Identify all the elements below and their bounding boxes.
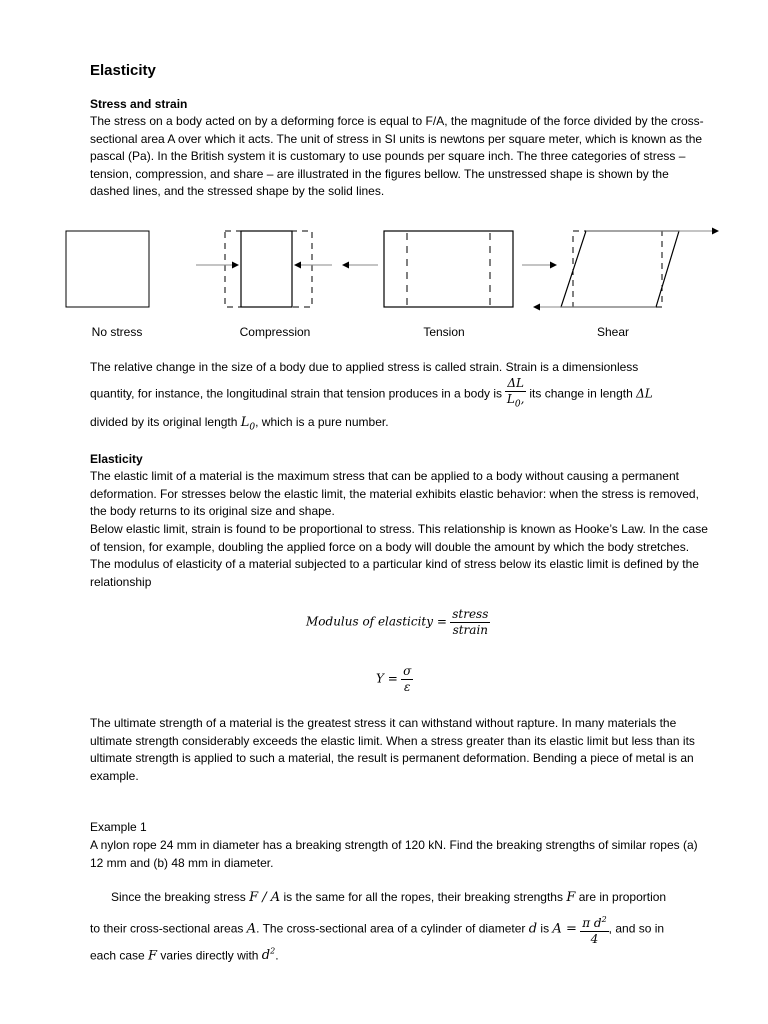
formula-modulus-fraction: [450, 607, 490, 638]
sol2-text-b: . The cross-sectional area of a cylinder of diameter: [256, 921, 526, 936]
strain-den-sub: 0: [514, 399, 521, 410]
formula-young-lhs: Y =: [376, 671, 398, 686]
label-shear: Shear: [596, 325, 630, 339]
label-tension: Tension: [423, 325, 465, 339]
sol3-text-a: each case: [90, 948, 145, 963]
compression-figure: [196, 231, 332, 307]
delta-l: ΔL: [636, 386, 653, 401]
sol3-end: .: [275, 948, 279, 963]
stress-figures: [0, 0, 768, 340]
area-fraction: [580, 912, 608, 947]
sol3-d: d: [261, 948, 271, 964]
area-den: 4: [590, 932, 599, 946]
no-stress-square: [66, 231, 149, 307]
label-no-stress: No stress: [91, 325, 143, 339]
formula-modulus-den: strain: [452, 623, 489, 637]
shear-figure: [534, 231, 718, 307]
page-title: Elasticity: [90, 62, 156, 79]
solution-line-2: [90, 912, 664, 947]
section-heading-elasticity: Elasticity: [90, 452, 143, 466]
l0-l: L: [240, 415, 250, 430]
label-compression: Compression: [239, 325, 311, 339]
formula-young-fraction: [401, 664, 413, 695]
area-num: [580, 912, 608, 932]
sol1-f-over-a: F / A: [249, 890, 281, 905]
strain-line-3: [90, 415, 389, 433]
sol2-d: d: [528, 921, 538, 937]
sol2-a: A: [246, 921, 257, 937]
sol2-text-c: is: [540, 921, 550, 936]
example-heading: Example 1: [90, 820, 147, 834]
sol1-text-c: are in proportion: [578, 890, 667, 904]
strain-text-2: its change in length: [529, 386, 633, 401]
strain-text: quantity, for instance, the longitudinal strain that tension produces in a body is: [90, 386, 503, 401]
strain-fraction: [505, 376, 526, 412]
example-problem: A nylon rope 24 mm in diameter has a breaking strength of 120 kN. Find the breaking strengths of similar ropes (a) 12 mm and (b) 48 mm in diameter.: [90, 838, 698, 870]
l0-sub: 0: [249, 422, 256, 433]
formula-young-den: ε: [404, 680, 411, 694]
strain-line-1: The relative change in the size of a body due to applied stress is called strain. Strain is a dimensionless: [90, 360, 639, 374]
area-num-sup: 2: [601, 915, 607, 924]
sol1-text-a: Since the breaking stress: [111, 890, 246, 904]
sol1-text-b: is the same for all the ropes, their breaking strengths: [283, 890, 563, 904]
strain-frac-num: ΔL: [507, 376, 525, 390]
sol3-d2: [262, 948, 275, 963]
sol3-sup: 2: [270, 947, 276, 956]
strain-den-l: L: [506, 392, 515, 406]
strain-line-2: [90, 376, 653, 412]
formula-modulus-num: stress: [452, 607, 489, 621]
sol3-text-b: varies directly with: [160, 948, 259, 963]
strain-text-3: divided by its original length: [90, 415, 238, 429]
strain-text-4: , which is a pure number.: [255, 415, 389, 429]
stress-paragraph: The stress on a body acted on by a deforming force is equal to F/A, the magnitude of the force divided by the cross-sectional area A over which it acts. The unit of stress in SI units is newtons per square meter, which is known as the pascal (Pa). In the British system it is customary to use pounds per square inch. The three categories of stress – tension, compression, and share – are illustrated in the figures bellow. The unstressed shape is shown by the dashed lines, and the stressed shape by the solid lines.: [90, 114, 704, 199]
formula-modulus-lhs: Modulus of elasticity =: [306, 614, 447, 629]
strain-frac-den: $L_0$,: [506, 392, 525, 410]
sol1-f: F: [566, 890, 576, 905]
sol3-f: F: [148, 948, 158, 964]
tension-figure: [343, 231, 556, 307]
section-heading-stress-strain: Stress and strain: [90, 97, 188, 111]
sol2-text-d: , and so in: [608, 921, 665, 936]
solution-line-3: [90, 947, 279, 963]
sol2-text-a: to their cross-sectional areas: [90, 921, 244, 936]
formula-young: [376, 664, 413, 695]
elasticity-paragraph-2: Below elastic limit, strain is found to be proportional to stress. This relationship is known as Hooke’s Law. In the case of tension, for example, doubling the applied force on a body will double the amount by which the body stretches. The modulus of elasticity of a material subjected to a particular kind of stress below its elastic limit is defined by the relationship: [90, 522, 708, 589]
elasticity-paragraph-1: The elastic limit of a material is the maximum stress that can be applied to a body without causing a permanent deformation. For stresses below the elastic limit, the material exhibits elastic behavior: when the stress is removed, the body returns to its original size and shape.: [90, 469, 699, 519]
ultimate-strength-paragraph: The ultimate strength of a material is the greatest stress it can withstand without rapture. In many materials the ultimate strength considerably exceeds the elastic limit. When a stress greater than its elastic limit but less than its ultimate strength is applied to such a material, the result is permanent deformation. Bending a piece of metal is an example.: [90, 716, 695, 783]
area-num-text: π d: [582, 916, 602, 930]
solution-line-1: [111, 890, 666, 905]
area-lhs: A =: [552, 921, 577, 937]
l0-symbol: [240, 415, 256, 433]
formula-modulus: [306, 607, 490, 638]
formula-young-num: σ: [403, 664, 412, 678]
